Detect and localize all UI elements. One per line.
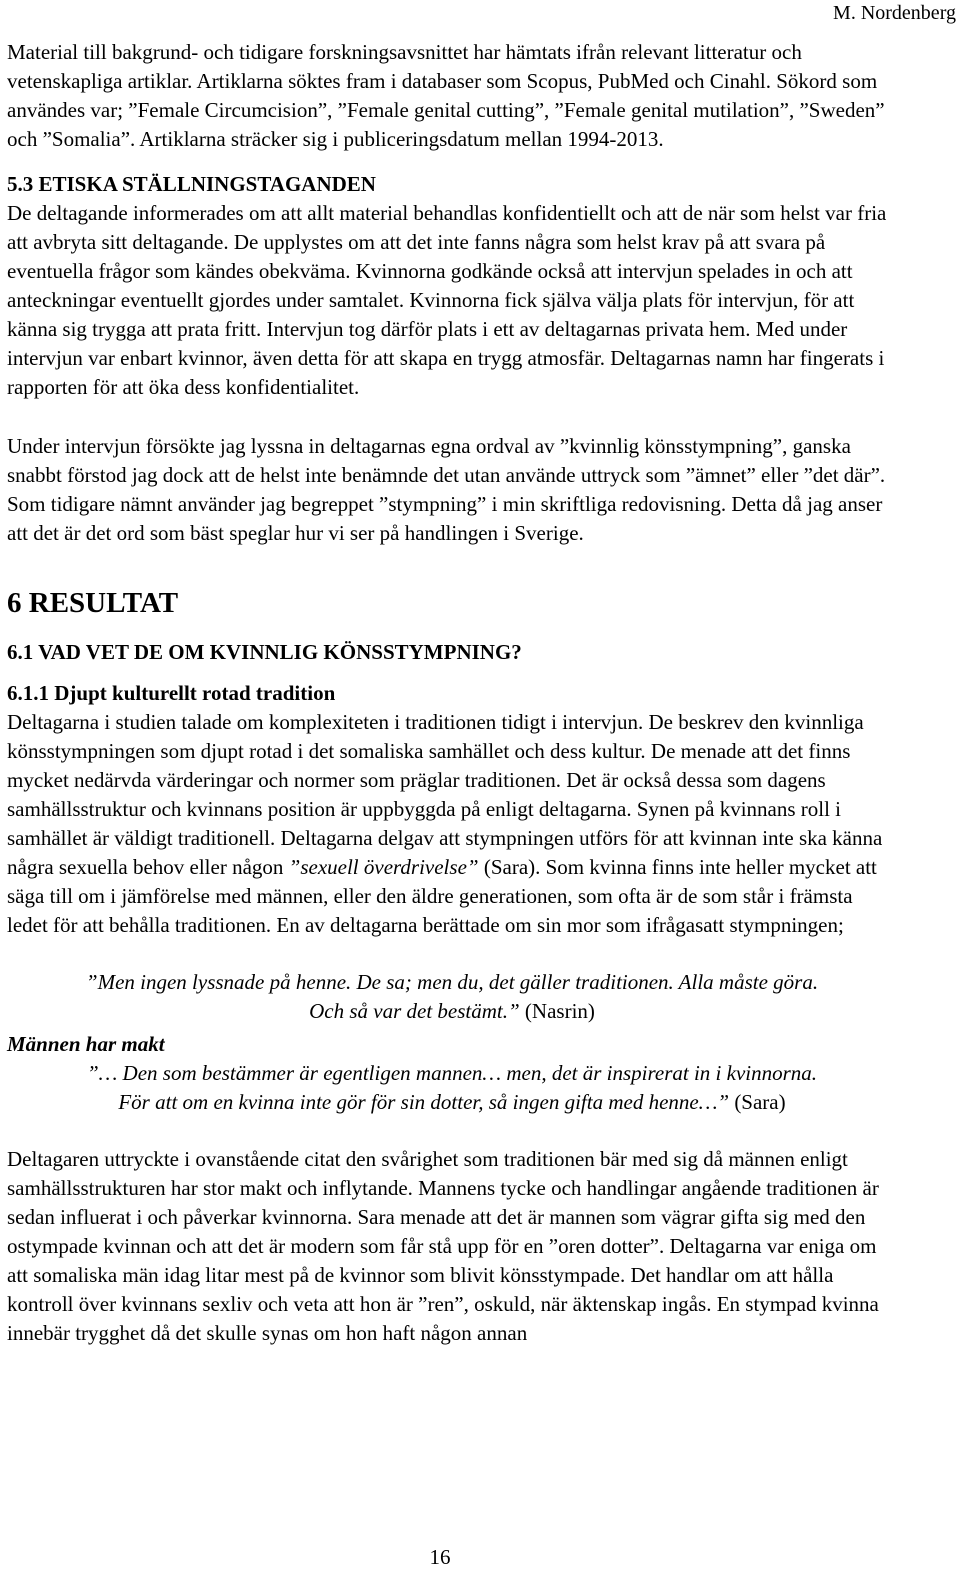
quote-nasrin-line-2 [7, 997, 897, 1026]
ethics-paragraph-2: Under intervjun försökte jag lyssna in deltagarnas egna ordval av ”kvinnlig könsstympning”, ganska snabbt förstod jag dock att de helst inte benämnde det utan använde uttryck som ”ämnet” eller ”det där”. Som tidigare nämnt använder jag begreppet ”stympning” i min skriftliga redovisning. Detta då jag anser att det är det ord som bäst speglar hur vi ser på handlingen i Sverige. [7, 434, 886, 545]
tradition-paragraph-before: Deltagarna i studien talade om komplexiteten i traditionen tidigt i intervjun. De beskrev den kvinnliga könsstympningen som djupt rotad i det somaliska samhället och dess kultur. De menade att det finns mycket nedärvda värderingar och normer som präglar traditionen. Det är också dessa som dagens samhällsstruktur och kvinnans position är uppbyggda på enligt deltagarna. Synen på kvinnans roll i samhället är väldigt traditionell. Deltagarna delgav att stympningen utförs för att kvinnan inte ska känna några sexuella behov eller någon [7, 710, 883, 879]
quote-sara-line-1: ”… Den som bestämmer är egentligen mannen… men, det är inspirerat in i kvinnorna. [86, 1061, 818, 1085]
intro-paragraph: Material till bakgrund- och tidigare forskningsavsnittet har hämtats ifrån relevant litteratur och vetenskapliga artiklar. Artiklarna söktes fram i databaser som Scopus, PubMed och Cinahl. Sökord som användes var; ”Female Circumcision”, ”Female genital cutting”, ”Female genital mutilation”, ”Sweden” och ”Somalia”. Artiklarna sträcker sig i publiceringsdatum mellan 1994-2013. [7, 40, 885, 151]
subsection-heading-6-1-1: 6.1.1 Djupt kulturellt rotad tradition [7, 681, 336, 705]
quote-nasrin [7, 968, 897, 1026]
quote-nasrin-attribution: (Nasrin) [519, 999, 595, 1023]
tradition-paragraph-italic: ”sexuell överdrivelse” [288, 855, 479, 879]
quote-nasrin-line-2-text: Och så var det bestämt.” [309, 999, 520, 1023]
tradition-paragraph-after: (Sara). Som kvinna finns inte heller mycket att säga till om i jämförelse med männen, eller den äldre generationen, som ofta är de som står i främsta ledet för att behålla traditionen. En av deltagarna berättade om sin mor som ifrågasatt stympningen; [7, 855, 877, 937]
quote-nasrin-line-1: ”Men ingen lyssnade på henne. De sa; men du, det gäller traditionen. Alla måste göra. [85, 970, 819, 994]
page-header-author: M. Nordenberg [833, 2, 956, 24]
tradition-paragraph [7, 708, 897, 940]
document-body [7, 38, 897, 1348]
ethics-paragraph-1: De deltagande informerades om att allt material behandlas konfidentiellt och att de när som helst var fria att avbryta sitt deltagande. De upplystes om att det inte fanns några som helst krav på att svara på eventuella frågor som kändes obekväma. Kvinnorna godkände också att intervjun spelades in och att anteckningar eventuellt gjordes under samtalet. Kvinnorna fick själva välja plats för intervjun, för att känna sig trygga att prata fritt. Intervjun tog därför plats i ett av deltagarnas privata hem. Med under intervjun var enbart kvinnor, även detta för att skapa en trygg atmosfär. Deltagarnas namn har fingerats i rapporten för att öka dess konfidentialitet. [7, 201, 887, 399]
quote-sara [7, 1059, 897, 1117]
quote-sara-line-2-text: För att om en kvinna inte gör för sin dotter, så ingen gifta med henne…” [118, 1090, 730, 1114]
page-number: 16 [429, 1545, 451, 1569]
quote-sara-attribution: (Sara) [729, 1090, 786, 1114]
chapter-heading-6: 6 RESULTAT [7, 587, 179, 619]
power-paragraph: Deltagaren uttryckte i ovanstående citat den svårighet som traditionen bär med sig då männen enligt samhällsstrukturen har stor makt och inflytande. Mannens tycke och handlingar angående traditionen är sedan influerat i och påverkar kvinnorna. Sara menade att det är mannen som vägrar gifta sig med den ostympade kvinnan och att det är modern som får stå upp för en ”oren dotter”. Deltagarna var eniga om att somaliska män idag litar mest på de kvinnor som blivit könsstympade. Det handlar om att hålla kontroll över kvinnans sexliv och veta att hon är ”ren”, oskuld, när äktenskap ingås. En stympad kvinna innebär trygghet då det skulle synas om hon haft någon annan [7, 1147, 879, 1345]
quote-sara-line-2 [7, 1088, 897, 1117]
section-heading-5-3: 5.3 ETISKA STÄLLNINGSTAGANDEN [7, 172, 376, 196]
subheading-mannen-har-makt: Männen har makt [7, 1032, 165, 1056]
section-heading-6-1: 6.1 VAD VET DE OM KVINNLIG KÖNSSTYMPNING? [7, 640, 522, 664]
